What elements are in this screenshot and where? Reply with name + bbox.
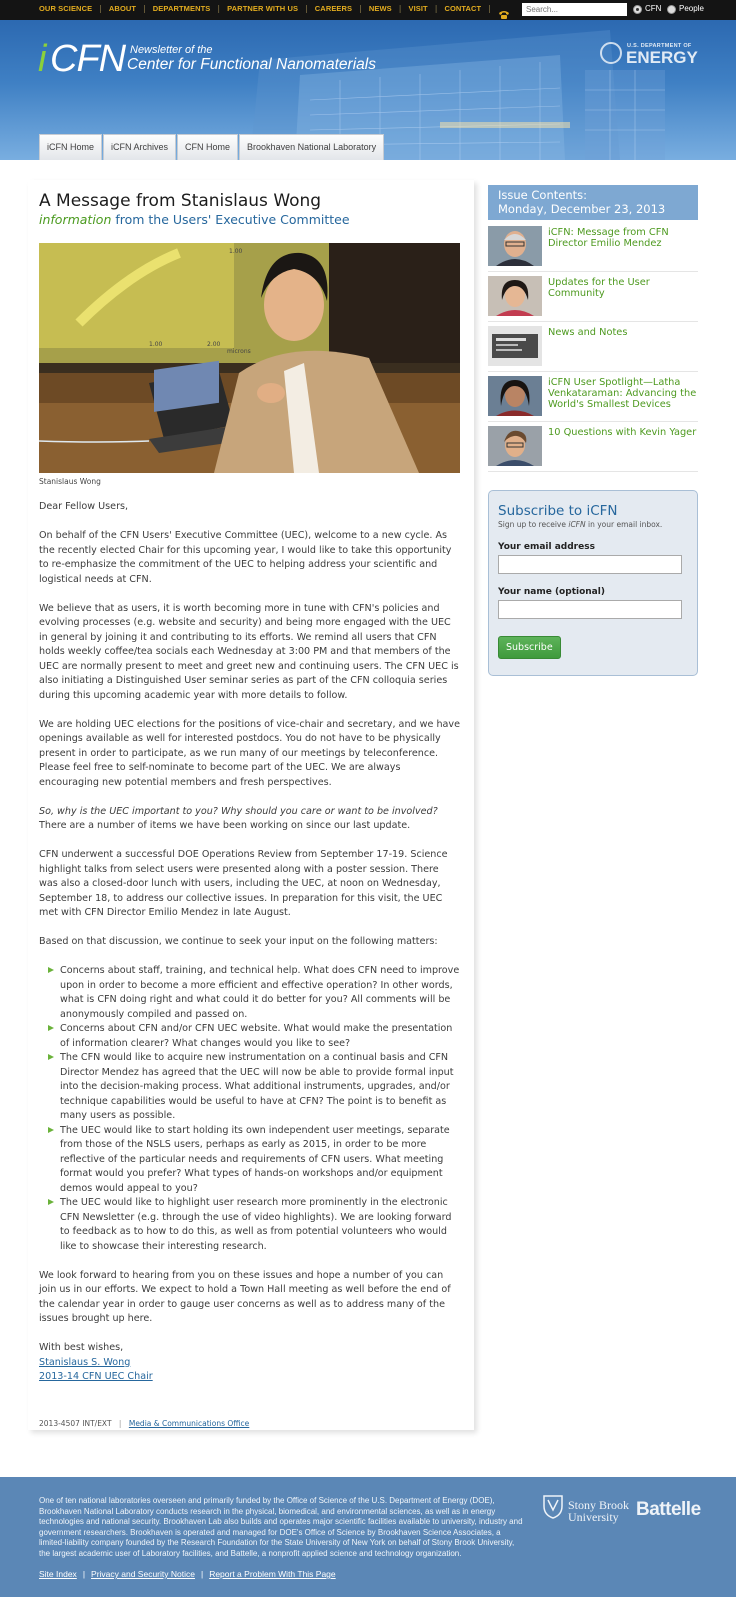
issue-item-news[interactable] [488, 324, 698, 372]
nav-visit[interactable]: VISIT [408, 4, 428, 13]
subscribe-desc-em: iCFN [568, 520, 586, 529]
issue-item-yager[interactable] [488, 424, 698, 472]
paragraph: Based on that discussion, we continue to seek your input on the following matters: [39, 936, 438, 947]
list-item: The CFN would like to acquire new instrumentation on a continual basis and CFN Director Mendez has agreed that the UEC will now be able to provide formal input into the decision-making process. What additional instruments, upgrades, and/or technique capabilities would be useful to have at CFN? The point is to benefit as many users as possible. [39, 1051, 460, 1124]
radio-cfn[interactable] [633, 5, 642, 14]
author-role-link[interactable]: 2013-14 CFN UEC Chair [39, 1371, 153, 1382]
issue-link-yager[interactable]: 10 Questions with Kevin Yager [548, 427, 697, 438]
paragraph-rest: There are a number of items we have been working on since our last update. [39, 820, 411, 831]
matters-list [39, 964, 460, 1254]
nav-separator: | [143, 4, 146, 13]
nav-contact[interactable]: CONTACT [444, 4, 482, 13]
issue-item-mendez[interactable] [488, 224, 698, 272]
paragraph: We believe that as users, it is worth becoming more in tune with CFN's policies and evolving processes (e.g. website and security) and being more engaged with the UEC in general by joining it and contributing to its efforts. We remind all users that CFN holds weekly coffee/tea socials each Wednesday at 3:00 PM and that members of the UEC are normally present to meet and greet new and continuing users. The CFN UEC is also initiating a Distinguished User seminar series as part of the CFN colloquia series during this upcoming academic year with more details to follow. [39, 602, 459, 701]
thumb-user-updates[interactable] [488, 276, 542, 316]
photo-caption: Stanislaus Wong [39, 477, 101, 486]
issue-contents-header [488, 185, 698, 220]
page-subtitle [39, 212, 350, 227]
top-nav [39, 4, 510, 13]
subscribe-button[interactable]: Subscribe [498, 636, 561, 659]
issue-link-user-updates[interactable]: Updates for the User Community [548, 277, 650, 299]
nav-separator: | [398, 4, 402, 13]
banner-subtitle-line2: Center for Functional Nanomaterials [127, 56, 376, 73]
paragraph: We look forward to hearing from you on these issues and hope a number of you can join us in our efforts. We expect to hold a Town Hall meeting as well before the end of the calendar year in order to gauge user concerns as well as to address many of the issues brought up here. [39, 1269, 451, 1324]
subscribe-title: Subscribe to iCFN [498, 503, 618, 519]
author-link[interactable]: Stanislaus S. Wong [39, 1356, 131, 1368]
paragraph: We are holding UEC elections for the positions of vice-chair and secretary, and we have openings available as well for interested postdocs. You do not have to be physically present in order to participate, as we run many of our meetings by teleconference. Please feel free to self-nominate to become part of the UEC. We are always encouraging new potential members and fresh perspectives. [39, 718, 460, 788]
nav-our-science[interactable]: OUR SCIENCE [39, 4, 93, 13]
report-problem-link[interactable]: Report a Problem With This Page [209, 1569, 336, 1579]
issue-item-spotlight[interactable] [488, 374, 698, 422]
tab-icfn-home[interactable]: iCFN Home [39, 134, 102, 160]
thumb-mendez[interactable] [488, 226, 542, 266]
radio-people[interactable] [667, 5, 676, 14]
tab-icfn-archives[interactable]: iCFN Archives [103, 134, 176, 160]
tab-cfn-home[interactable]: CFN Home [177, 134, 238, 160]
nav-departments[interactable]: DEPARTMENTS [152, 4, 211, 13]
email-label: Your email address [498, 542, 595, 552]
list-item: Concerns about CFN and/or CFN UEC website. What would make the presentation of information clearer? What changes would you like to see? [39, 1022, 460, 1051]
footer-text: One of ten national laboratories overseen and primarily funded by the Office of Science of the U.S. Department of Energy (DOE), Brookhaven National Laboratory conducts research in the physical, biomedical, and environmental sciences, as well as in energy technologies and national security. Brookhaven Lab also builds and operates major scientific facilities available to university, industry and government researchers. Brookhaven is operated and managed for DOE's Office of Science by Brookhaven Science Associates, a limited-liability company founded by the Research Foundation for the State University of New York on behalf of Stony Brook University, the largest academic user of Laboratory facilities, and Battelle, a nonprofit applied science and technology organization. [39, 1496, 523, 1558]
nav-separator: | [99, 4, 102, 13]
issue-link-spotlight[interactable]: iCFN User Spotlight—Latha Venkataraman: Advancing the World's Smallest Devices [548, 377, 697, 410]
top-bar [0, 0, 736, 20]
photo-text-a: 1.00 [229, 248, 243, 255]
nav-separator: | [217, 4, 221, 13]
doe-line2: ENERGY [626, 48, 698, 67]
thumb-spotlight[interactable] [488, 376, 542, 416]
paragraph [39, 805, 460, 834]
footer-links [39, 1569, 336, 1579]
photo-text-c: microns [227, 348, 251, 355]
page-title: A Message from Stanislaus Wong [39, 191, 322, 211]
media-office-link[interactable]: Media & Communications Office [128, 1419, 250, 1428]
logo-i[interactable]: i [38, 38, 47, 80]
nav-separator: | [488, 4, 491, 13]
paragraph-question: So, why is the UEC important to you? Why should you care or want to be involved? [39, 805, 438, 817]
phone-icon[interactable] [498, 4, 510, 13]
subtitle-rest: from the Users' Executive Committee [111, 212, 350, 227]
meta-separator: | [118, 1419, 122, 1428]
paragraph: On behalf of the CFN Users' Executive Committee (UEC), welcome to a new cycle. As the recently elected Chair for this upcoming year, I would like to take this opportunity to re-emphasize the commitment of the UEC to helping address your scientific and logistical needs at CFN. [39, 530, 452, 585]
site-index-link[interactable]: Site Index [39, 1569, 77, 1579]
subscribe-box [488, 490, 698, 676]
photo-text-b: 2.00 [207, 341, 221, 348]
radio-people-label: People [679, 4, 704, 13]
subtitle-em: information [39, 212, 112, 227]
thumb-news[interactable] [488, 326, 542, 366]
nav-careers[interactable]: CAREERS [314, 4, 353, 13]
footer-separator: | [82, 1569, 86, 1579]
banner-subtitle-line1: Newsletter of the [130, 44, 213, 56]
signoff [39, 1341, 460, 1385]
banner-tabs [39, 134, 385, 160]
privacy-link[interactable]: Privacy and Security Notice [91, 1569, 195, 1579]
photo-text-d: 1.00 [149, 341, 163, 348]
name-label: Your name (optional) [498, 587, 605, 597]
thumb-yager[interactable] [488, 426, 542, 466]
doe-seal-icon [600, 42, 622, 64]
nav-about[interactable]: ABOUT [108, 4, 137, 13]
stony-brook-logo-icon[interactable] [542, 1494, 564, 1519]
tab-bnl[interactable]: Brookhaven National Laboratory [239, 134, 384, 160]
name-field[interactable] [498, 600, 682, 619]
banner [0, 20, 736, 160]
list-item: The UEC would like to start holding its own independent user meetings, separate from those of the NSLS users, perhaps as early as 2015, in order to be more reflective of the particular needs and requirements of CFN users. What meeting format would you prefer? What types of hands-on workshops and/or equipment demos would appeal to you? [39, 1124, 460, 1197]
signoff-text: With best wishes, [39, 1342, 124, 1353]
paragraph: CFN underwent a successful DOE Operations Review from September 17-19. Science highlight talks from select users were presented along with a poster session. There was also a closed-door lunch with users, including the UEC, at noon on Wednesday, September 18, to address our collective issues. In preparation for this visit, the UEC met with CFN Director Emilio Mendez in late August. [39, 849, 448, 918]
hero-photo [39, 243, 460, 473]
radio-cfn-label: CFN [645, 4, 662, 13]
greeting: Dear Fellow Users, [39, 501, 129, 512]
article-body [39, 500, 460, 1399]
issue-date: Monday, December 23, 2013 [498, 202, 666, 216]
issue-label: Issue Contents: [498, 188, 587, 202]
battelle-logo[interactable]: Battelle [636, 1499, 701, 1520]
nav-separator: | [359, 4, 362, 13]
stony-brook-logo-text[interactable] [568, 1499, 629, 1523]
subscribe-desc-a: Sign up to receive [498, 520, 569, 529]
nav-news[interactable]: NEWS [368, 4, 392, 13]
sbu-line1: Stony Brook [568, 1498, 630, 1512]
nav-partner-with-us[interactable]: PARTNER WITH US [227, 4, 299, 13]
subscribe-desc-b: in your email inbox. [585, 520, 663, 529]
nav-separator: | [305, 4, 308, 13]
sbu-line2: University [568, 1510, 619, 1524]
email-field[interactable] [498, 555, 682, 574]
list-item: Concerns about staff, training, and technical help. What does CFN need to improve upon in order to become a more efficient and effective operation? In other words, what is CFN doing right and what could it do better for you? All comments will be anonymously compiled and passed on. [39, 964, 460, 1022]
logo-cfn[interactable]: CFN [50, 38, 126, 80]
search-input[interactable] [522, 3, 627, 16]
issue-link-mendez[interactable]: iCFN: Message from CFN Director Emilio Mendez [548, 227, 669, 249]
nav-separator: | [434, 4, 438, 13]
article-meta [39, 1419, 249, 1428]
footer-separator: | [200, 1569, 204, 1579]
issue-item-user-updates[interactable] [488, 274, 698, 322]
meta-code: 2013-4507 INT/EXT [39, 1419, 112, 1428]
issue-link-news[interactable]: News and Notes [548, 327, 628, 338]
doe-line1: U.S. DEPARTMENT OF [627, 43, 692, 49]
list-item: The UEC would like to highlight user research more prominently in the electronic CFN Newsletter (e.g. through the use of video highlights). We are looking forward to feedback as to how to do this, as well as from potential volunteers who would like to showcase their interesting research. [39, 1196, 460, 1254]
subscribe-desc [498, 520, 688, 529]
